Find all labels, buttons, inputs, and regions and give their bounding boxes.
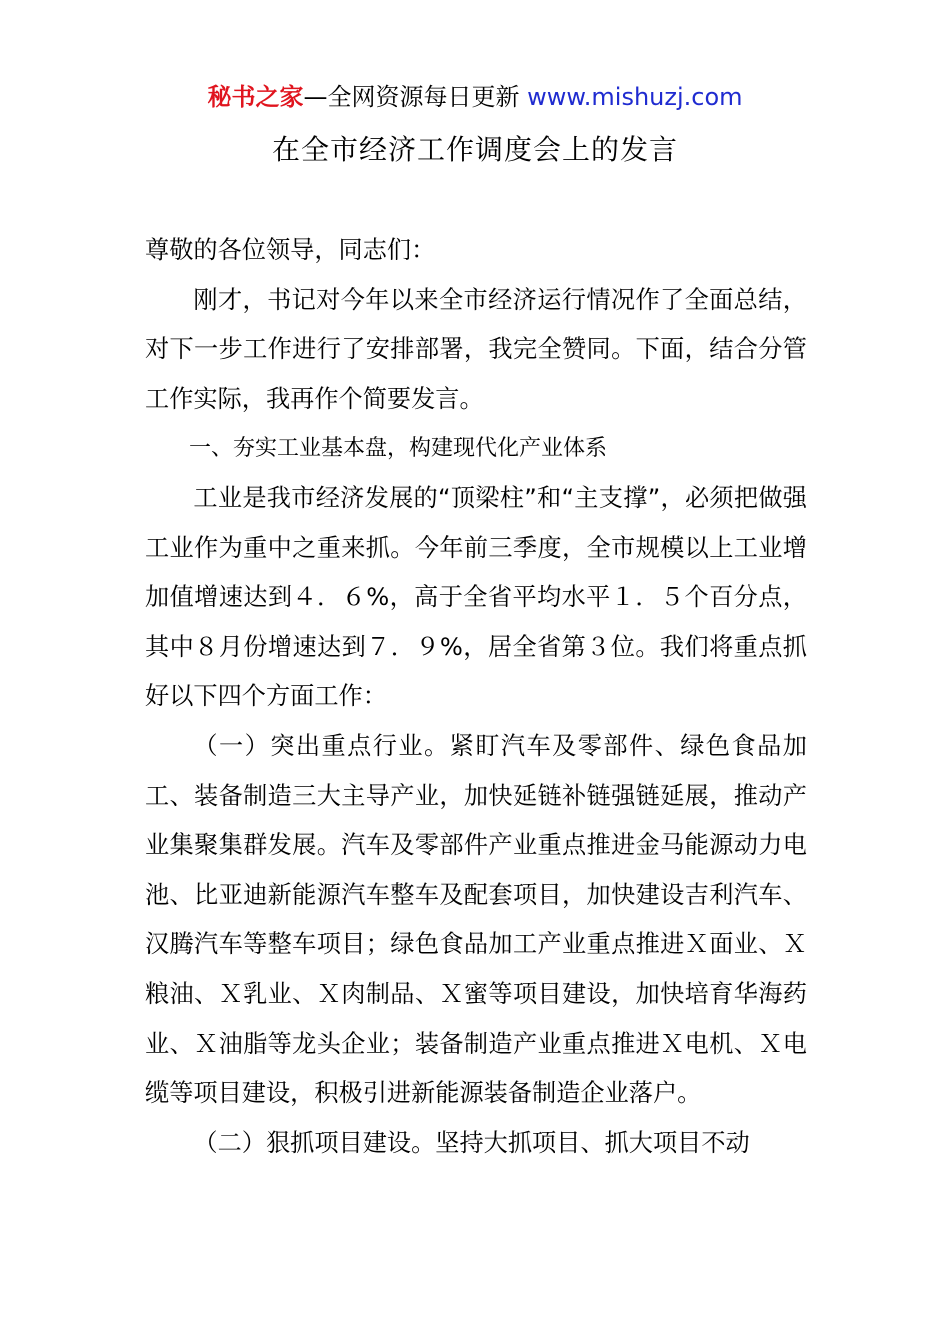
paragraph-industry: 工业是我市经济发展的“顶梁柱”和“主支撑”，必须把做强工业作为重中之重来抓。今年前三季度，全市规模以上工业增加值增速达到４．６%，高于全省平均水平１．５个百分点，其中８月份增速达到７．９%，居全省第３位。我们将重点抓好以下四个方面工作： — [145, 483, 807, 711]
site-header — [0, 80, 950, 114]
salutation: 尊敬的各位领导，同志们： — [145, 236, 436, 264]
document-body — [145, 226, 807, 1168]
section-heading: 一、夯实工业基本盘，构建现代化产业体系 — [189, 436, 608, 462]
document-title: 在全市经济工作调度会上的发言 — [271, 133, 678, 166]
paragraph-projects: （二）狠抓项目建设。坚持大抓项目、抓大项目不动 — [193, 1128, 750, 1157]
site-url-link[interactable]: www.mishuzj.com — [527, 83, 743, 111]
paragraph-key-industries: （一）突出重点行业。紧盯汽车及零部件、绿色食品加工、装备制造三大主导产业，加快延链补链强链延展，推动产业集聚集群发展。汽车及零部件产业重点推进金马能源动力电池、比亚迪新能源汽车整车及配套项目，加快建设吉利汽车、汉腾汽车等整车项目；绿色食品加工产业重点推进Ｘ面业、Ｘ粮油、Ｘ乳业、Ｘ肉制品、Ｘ蜜等项目建设，加快培育华海药业、Ｘ油脂等龙头企业；装备制造产业重点推进Ｘ电机、Ｘ电缆等项目建设，积极引进新能源装备制造企业落户。 — [145, 731, 807, 1108]
paragraph-intro: 刚才，书记对今年以来全市经济运行情况作了全面总结，对下一步工作进行了安排部署，我完全赞同。下面，结合分管工作实际，我再作个简要发言。 — [145, 285, 807, 413]
site-brand: 秘书之家 — [207, 83, 304, 111]
site-slogan: —全网资源每日更新 — [303, 83, 528, 111]
